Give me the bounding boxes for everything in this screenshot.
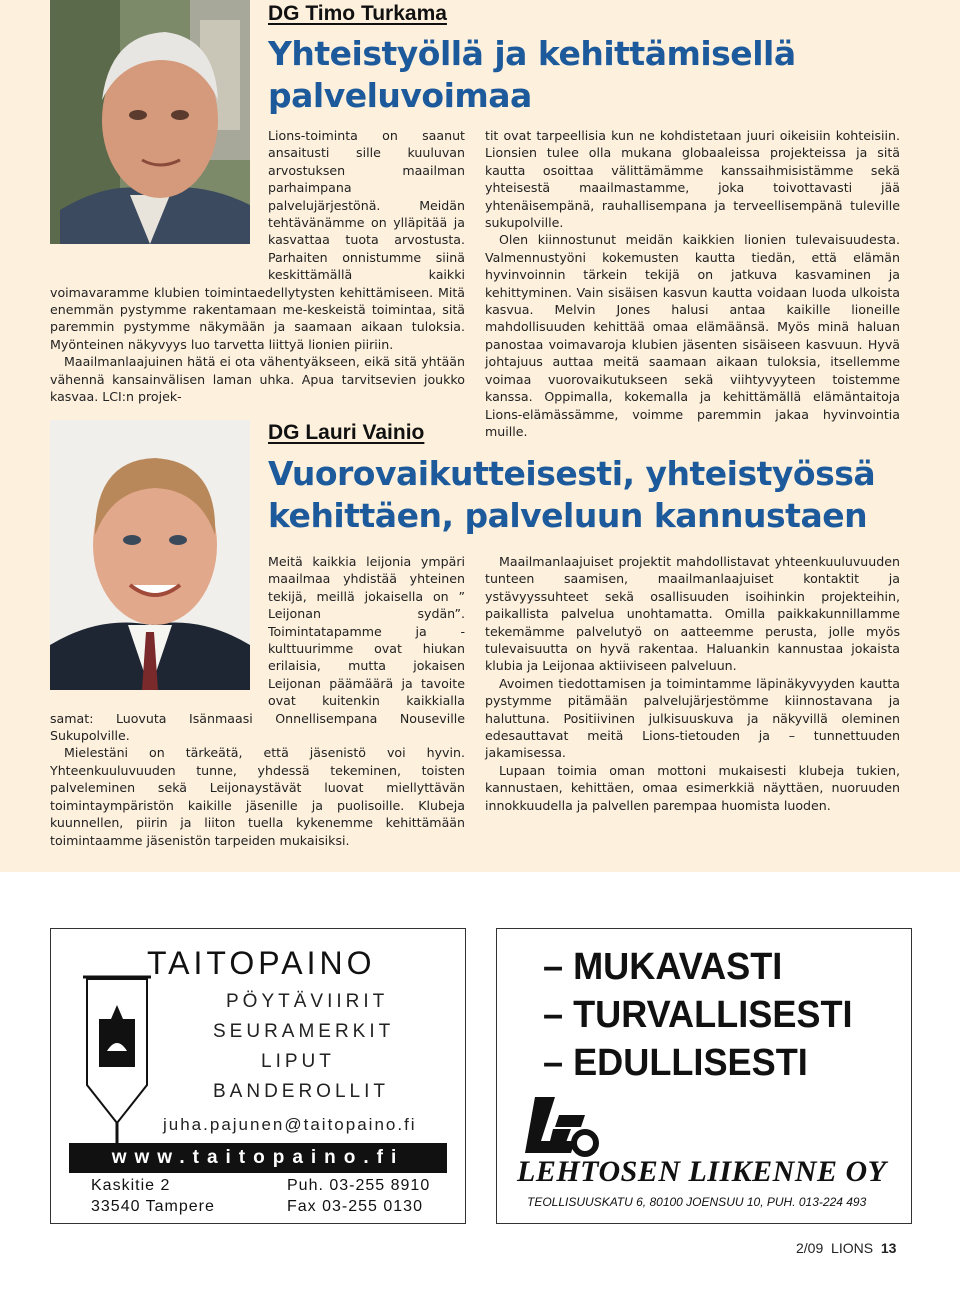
product-item: PÖYTÄVIIRIT (226, 991, 389, 1012)
company-logo-icon (525, 1095, 605, 1159)
article1-right-column (485, 127, 900, 440)
slogan-line: – TURVALLISESTI (543, 994, 853, 1036)
headline-line: palveluvoimaa (268, 76, 532, 115)
page-number: 13 (880, 1240, 897, 1256)
headline-line: Yhteistyöllä ja kehittämisellä (268, 34, 796, 73)
taitopaino-advertisement (50, 928, 466, 1224)
paragraph: Maailmanlaajuiset projektit mahdollistavat yhteenkuuluvuuden tunteen saamisen, maailmanlaajuiset kontaktit ja ystävyyssuhteet sekä osallisuuden isoihinkin projekteihin, paikallista palvelua unohtamatta. Omilla paikkakunnillamme tekemämme palvelutyö on aatteemme perusta, jolle myös tulevaisuutta on hyvä rakentaa. Haluankin kannustaa jokaista klubia ja Leijonaa aktiiviseen palveluun. (485, 554, 900, 674)
company-name: LEHTOSEN LIIKENNE OY (517, 1155, 887, 1188)
article-headline-2 (268, 453, 875, 537)
paragraph: Avoimen tiedottamisen ja toimintamme läpinäkyvyyden kautta pystymme pitämään palvelujärjestömme kiinnostavana ja haluttuna. Positiivinen julkisuuskuva ja näkyvillä oleminen edesauttavat meitä Lions-tietouden ja – tunnettuuden jakamisessa. (485, 675, 900, 761)
paragraph: Mielestäni on tärkeätä, että jäsenistö voi hyvin. Yhteenkuuluvuuden tunne, yhdessä tekeminen, toisten palveleminen sekä Leijonaystävät luovat miellyttävän toimintaympäristön kaikille jäsenille ja puolisoille. Klubeja kuunnellen, piirin ja liiton tuella kykenemme kehittämään toimintaamme jäsenistön tarpeiden mukaisiksi. (50, 745, 465, 848)
website-url[interactable]: www.taitopaino.fi (69, 1143, 447, 1173)
product-item: SEURAMERKIT (213, 1021, 395, 1042)
slogan-line: – EDULLISESTI (543, 1042, 808, 1084)
banner-flag-icon (77, 975, 157, 1159)
issue-number: 2/09 (796, 1240, 824, 1256)
paragraph: tit ovat tarpeellisia kun ne kohdistetaan juuri oikeisiin kohteisiin. Lionsien tulee olla mukana globaaleissa projekteissa ja sitä kautta osoittaa välittämämme kanssaihmisistämme sekä yhteisestä maailmastamme, joka toivottavasti jää yhtenäisempänä, rauhallisempana ja terveellisempänä tuleville sukupolville. (485, 128, 900, 231)
headline-line: kehittäen, palveluun kannustaen (268, 496, 868, 535)
paragraph: Lions-toiminta on saanut ansaitusti sille kuuluvan arvostuksen maailman parhaimpana palvelujärjestönä. Meidän tehtävänämme on ylläpitää ja kasvattaa tuota arvostusta. Parhaiten onnistumme siinä keskittämällä kaikki voimavaramme klubien toimintaedellytysten kehittämiseen. Mitä enemmän pystymme rakentamaan me-keskeistä toimintaa, sitä paremmin pystymme näkymään ja saamaan aikaan tuloksia. Myönteinen näkyvyys luo tarvetta liittyä lionien piiriin. (50, 128, 465, 352)
contact-numbers (287, 1175, 430, 1217)
page-footer (796, 1240, 896, 1256)
photo-text-wrap-spacer (50, 553, 268, 709)
paragraph: Lupaan toimia oman mottoni mukaisesti klubeja tukien, kannustaen, kehittäen, omaa esimerkkiä näyttäen, nuoruuden innokkuudella ja palvellen parempaa huomista luoden. (485, 762, 900, 813)
fax-number: Fax 03-255 0130 (287, 1198, 423, 1215)
article2-right-column (485, 553, 900, 814)
paragraph: Meitä kaikkia leijonia ympäri maailmaa yhdistää yhteinen tekijä, meillä jokaisella on ” Leijonan sydän”. Toimintatapamme ja -kulttuurimme ovat hiukan erilaisia, mutta jokaisen Leijonan päämäärä ja tavoite ovat kuitenkin kaikkialla samat: Luovuta Isänmaasi Onnellisempana Nouseville Sukupolville. (50, 554, 465, 744)
photo-text-wrap-spacer (50, 127, 268, 280)
product-item: BANDEROLLIT (213, 1081, 389, 1102)
postal-city: 33540 Tampere (91, 1198, 215, 1215)
author-name-timo-turkama: DG Timo Turkama (268, 2, 447, 25)
company-address: TEOLLISUUSKATU 6, 80100 JOENSUU 10, PUH. 013-224 493 (527, 1195, 867, 1209)
article1-left-column (50, 127, 465, 406)
author-name-lauri-vainio: DG Lauri Vainio (268, 421, 425, 444)
paragraph: Maailmanlaajuinen hätä ei ota vähentyäkseen, eikä sitä yhtään vähennä kansainvälisen laman uhka. Apua tarvitsevien joukko kasvaa. LCI:n projek- (50, 354, 465, 405)
street-address (91, 1175, 215, 1217)
article2-left-column (50, 553, 465, 849)
taitopaino-logo-text: TAITOPAINO (147, 945, 376, 981)
product-item: LIPUT (261, 1051, 335, 1072)
headline-line: Vuorovaikutteisesti, yhteistyössä (268, 454, 876, 493)
paragraph: Olen kiinnostunut meidän kaikkien lionien tulevaisuudesta. Valmennustyöni kokemusten kautta tiedän, että elämän hyvinvoinnin tärkein tekijä on jatkuva kasvaminen ja kehittyminen. Vain sisäisen kasvun kautta voidaan luoda ulkoista kasvua. Melvin Jones halusi antaa kaikille lioneille mahdollisuuden kehittää omaa elämäänsä. Myös minä haluan panostaa voimavaroja klubien jäsenten sisäiseen kasvuun. Hyvä johtajuus auttaa meitä saamaan aikaan tuloksia, itsellemme voimaa vuorovaikutukseen sekä viihtyvyyteen toistemme kanssa. Oppimalla, kokemalla ja kehittämällä elämäntaitoja Lions-elämässämme, voimme paremmin jakaa hyvinvointia muille. (485, 232, 900, 439)
magazine-name: LIONS (831, 1240, 874, 1256)
slogan-line: – MUKAVASTI (543, 946, 783, 988)
lehtosen-liikenne-advertisement (496, 928, 912, 1224)
street: Kaskitie 2 (91, 1177, 171, 1194)
phone-number: Puh. 03-255 8910 (287, 1177, 431, 1194)
article-headline-1 (268, 33, 796, 117)
email-address[interactable]: juha.pajunen@taitopaino.fi (163, 1115, 417, 1134)
